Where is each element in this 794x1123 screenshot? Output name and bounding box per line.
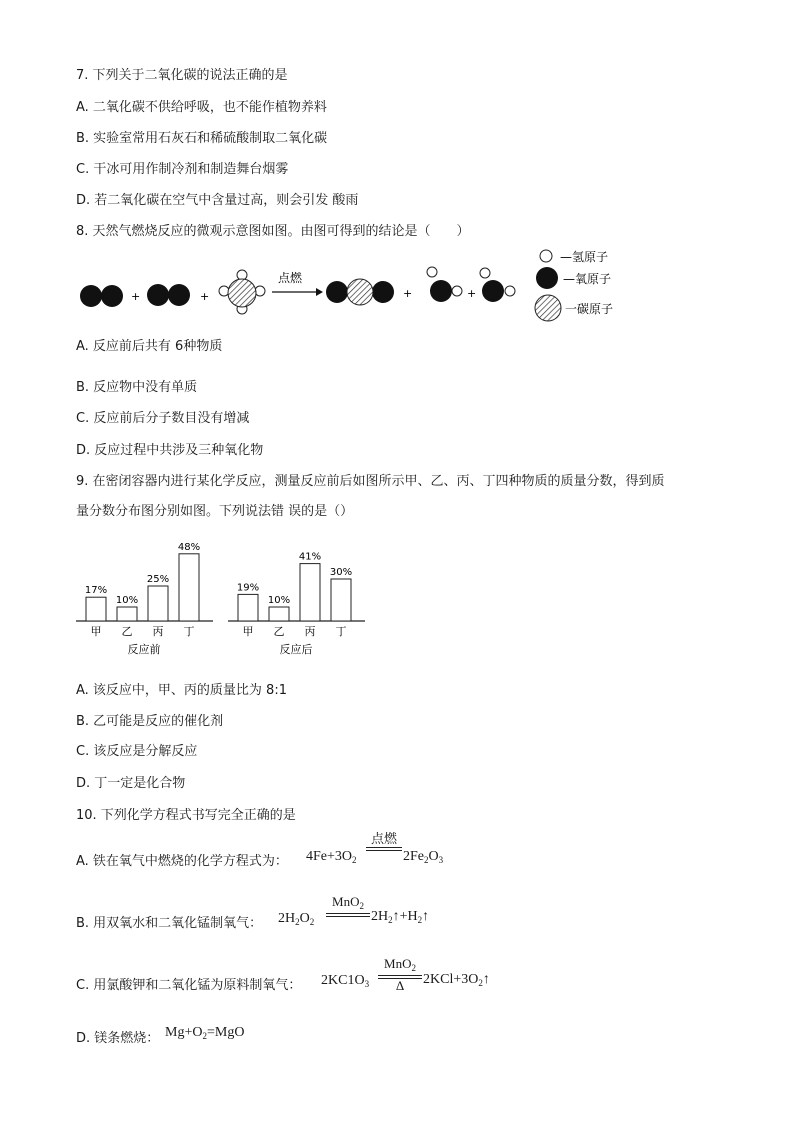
q10-option-a-label: A. 铁在氧气中燃烧的化学方程式为：: [76, 854, 288, 869]
q10-option-c-label: C. 用氯酸钾和二氧化锰为原料制氧气：: [76, 978, 302, 993]
q7-option-d: D. 若二氧化碳在空气中含量过高，则会引发 酸雨: [76, 193, 359, 208]
q10-option-c-products: $2KCl+3O_2↑$: [423, 972, 490, 988]
legend-oxygen: [536, 267, 611, 289]
q9-option-d: D. 丁一定是化合物: [76, 776, 186, 791]
q10-option-a-condition: 点燃: [366, 833, 402, 851]
before-bar-3: [179, 554, 199, 621]
before-data-label-2: 25%: [146, 574, 170, 585]
q10-option-c-reactants: $2KC1O_3$: [321, 973, 370, 989]
plus-sign-4: +: [467, 287, 477, 300]
carbon-dioxide-molecule: [326, 279, 394, 305]
after-bar-0: [238, 594, 258, 621]
before-data-label-3: 48%: [177, 541, 201, 553]
before-bar-2: [148, 586, 168, 621]
oxygen-molecule-2: [147, 284, 190, 306]
after-tick-label-0: 甲: [242, 625, 254, 638]
before-tick-label-0: 甲: [90, 625, 102, 638]
before-tick-label-1: 乙: [121, 625, 133, 638]
q10-option-b-label: B. 用双氧水和二氧化锰制氧气：: [76, 916, 263, 931]
before-chart-title: 反应前: [127, 643, 161, 656]
q10-option-b-condition: MnO$_2$: [326, 895, 370, 917]
q10-option-b-reactants: $2H_2O_2$: [278, 911, 315, 927]
reaction-arrow-head: [316, 288, 323, 296]
plus-sign-2: +: [200, 290, 210, 303]
q9-option-b: B. 乙可能是反应的催化剂: [76, 714, 224, 729]
methane-molecule: [219, 270, 265, 314]
legend-hydrogen: [540, 250, 608, 264]
legend-carbon: [535, 295, 613, 321]
q10-option-a-reactants: $4Fe+3O_2$: [306, 849, 357, 865]
q8-option-a: A. 反应前后共有 6种物质: [76, 339, 223, 354]
after-data-label-0: 19%: [236, 582, 260, 594]
q7-option-c: C. 干冰可用作制冷剂和制造舞台烟雾: [76, 162, 289, 177]
q8-option-b: B. 反应物中没有单质: [76, 380, 198, 395]
q8-option-d: D. 反应过程中共涉及三种氧化物: [76, 443, 264, 458]
q7-option-a: A. 二氧化碳不供给呼吸，也不能作植物养料: [76, 100, 327, 115]
q9-stem-line-1: 9. 在密闭容器内进行某化学反应，测量反应前后如图所示甲、乙、丙、丁四种物质的质量分数，得到质: [76, 474, 665, 489]
chart-after-reaction: [228, 535, 368, 660]
before-bar-0: [86, 597, 106, 621]
q9-option-a: A. 该反应中，甲、丙的质量比为 8:1: [76, 683, 287, 698]
after-chart-title: 反应后: [279, 643, 313, 656]
q8-stem: 8. 天然气燃烧反应的微观示意图如图。由图可得到的结论是（ ）: [76, 224, 470, 239]
after-tick-label-3: 丁: [335, 625, 347, 638]
plus-sign-3: +: [403, 287, 413, 300]
after-tick-label-2: 丙: [304, 625, 316, 638]
before-tick-label-2: 丙: [152, 625, 164, 638]
oxygen-molecule-1: [80, 285, 123, 307]
q10-option-b-products: $2H_2↑+H_2↑$: [371, 909, 430, 925]
after-bar-1: [269, 607, 289, 621]
svg-text:一碳原子: 一碳原子: [565, 302, 614, 316]
after-data-label-2: 41%: [298, 551, 322, 563]
svg-text:—氧原子: —氧原子: [563, 272, 612, 286]
before-bar-1: [117, 607, 137, 621]
q7-stem: 7. 下列关于二氧化碳的说法正确的是: [76, 68, 288, 83]
q9-option-c: C. 该反应是分解反应: [76, 744, 198, 759]
q8-reaction-diagram: [0, 240, 794, 340]
q7-option-b: B. 实验室常用石灰石和稀硫酸制取二氧化碳: [76, 131, 328, 146]
water-molecule-2: [480, 268, 515, 302]
q8-option-c: C. 反应前后分子数目没有增减: [76, 411, 250, 426]
q10-option-d-label: D. 镁条燃烧：: [76, 1031, 160, 1046]
after-data-label-1: 10%: [267, 595, 291, 606]
svg-text:—氢原子: —氢原子: [560, 250, 609, 264]
before-tick-label-3: 丁: [183, 625, 195, 638]
after-tick-label-1: 乙: [273, 625, 285, 638]
plus-sign-1: +: [131, 290, 141, 303]
after-bar-2: [300, 564, 320, 621]
q10-option-d-equation: $Mg+O_2=MgO$: [165, 1025, 245, 1041]
after-data-label-3: 30%: [329, 567, 353, 578]
q10-option-a-products: $2Fe_2O_3$: [403, 849, 444, 865]
q10-option-c-condition: MnO$_2$ Δ: [378, 957, 422, 993]
q9-stem-line-2: 量分数分布图分别如图。下列说法错 误的是（）: [76, 504, 354, 519]
water-molecule-1: [427, 267, 462, 302]
q10-stem: 10. 下列化学方程式书写完全正确的是: [76, 808, 296, 823]
before-data-label-1: 10%: [115, 595, 139, 606]
chart-before-reaction: [76, 535, 216, 660]
after-bar-3: [331, 579, 351, 621]
arrow-label: 点燃: [278, 271, 303, 285]
before-data-label-0: 17%: [84, 585, 108, 597]
